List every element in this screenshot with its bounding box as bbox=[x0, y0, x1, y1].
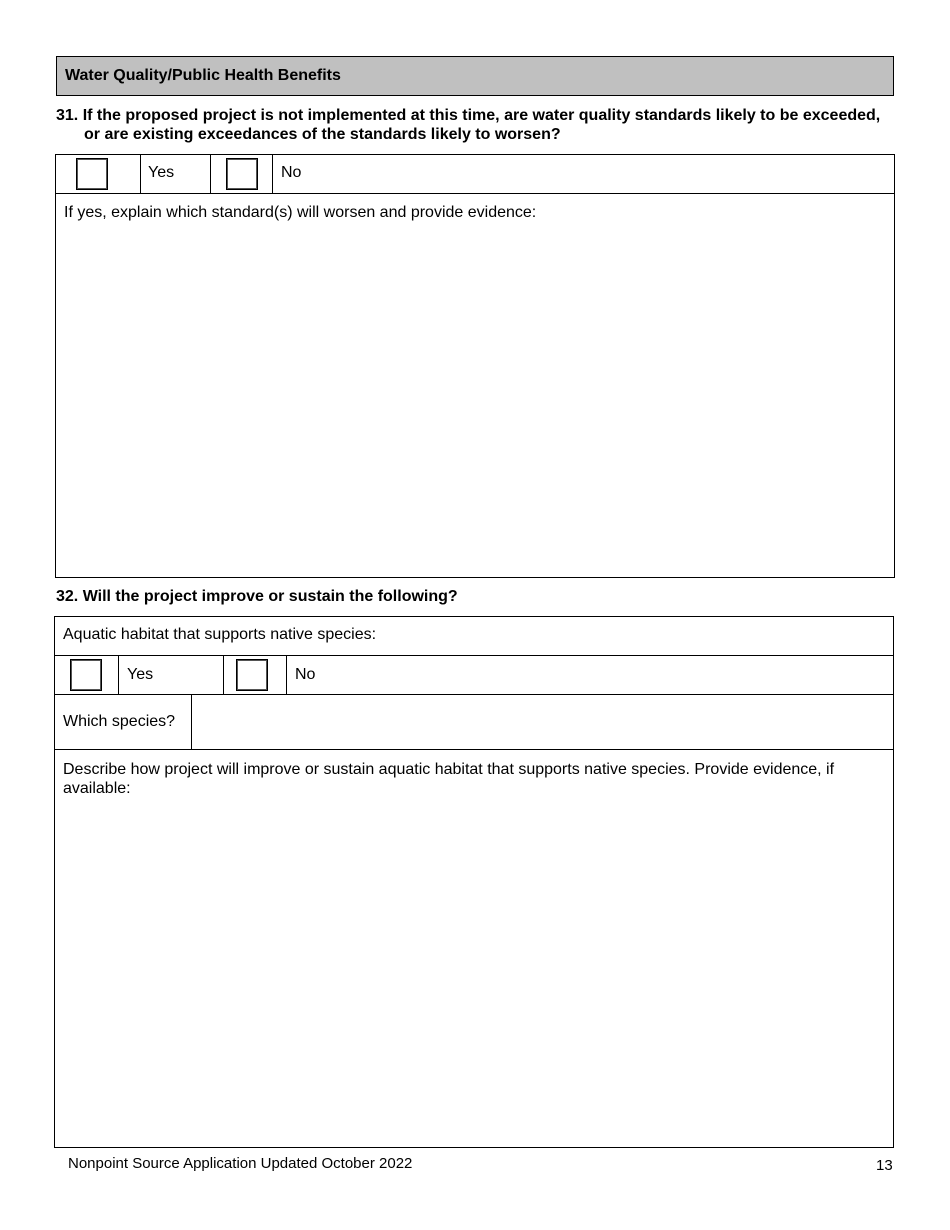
q31-no-label: No bbox=[281, 164, 302, 181]
q32-yes-label: Yes bbox=[127, 666, 154, 683]
footer-text: Nonpoint Source Application Updated October 2022 bbox=[68, 1155, 413, 1172]
divider bbox=[118, 655, 119, 695]
divider bbox=[223, 655, 224, 695]
divider bbox=[54, 655, 894, 656]
q32-habitat-label: Aquatic habitat that supports native species: bbox=[63, 626, 377, 643]
question-32: 32. Will the project improve or sustain the following? bbox=[56, 588, 458, 605]
q32-no-label: No bbox=[295, 666, 316, 683]
q32-describe-field[interactable] bbox=[55, 750, 893, 1147]
q31-yes-no-row bbox=[55, 154, 895, 194]
question-31: 31. If the proposed project is not implemented at this time, are water quality standards likely to be exceeded, or are existing exceedances of the standards likely to worsen? bbox=[56, 107, 881, 143]
divider bbox=[286, 655, 287, 695]
section-title: Water Quality/Public Health Benefits bbox=[65, 67, 341, 84]
q32-yes-checkbox[interactable] bbox=[70, 659, 102, 691]
q31-explain-prompt: If yes, explain which standard(s) will worsen and provide evidence: bbox=[64, 204, 537, 221]
q31-explain-field[interactable] bbox=[55, 193, 895, 578]
q32-no-checkbox[interactable] bbox=[236, 659, 268, 691]
divider bbox=[210, 154, 211, 194]
q31-yes-checkbox[interactable] bbox=[76, 158, 108, 190]
q31-yes-label: Yes bbox=[148, 164, 175, 181]
section-header bbox=[56, 56, 894, 96]
q32-species-field[interactable] bbox=[192, 695, 893, 749]
q31-no-checkbox[interactable] bbox=[226, 158, 258, 190]
q32-describe-prompt: Describe how project will improve or sustain aquatic habitat that supports native species. Provide evidence, if available: bbox=[63, 761, 835, 797]
divider bbox=[140, 154, 141, 194]
q32-species-label: Which species? bbox=[63, 713, 176, 730]
divider bbox=[272, 154, 273, 194]
page-number: 13 bbox=[876, 1157, 893, 1174]
